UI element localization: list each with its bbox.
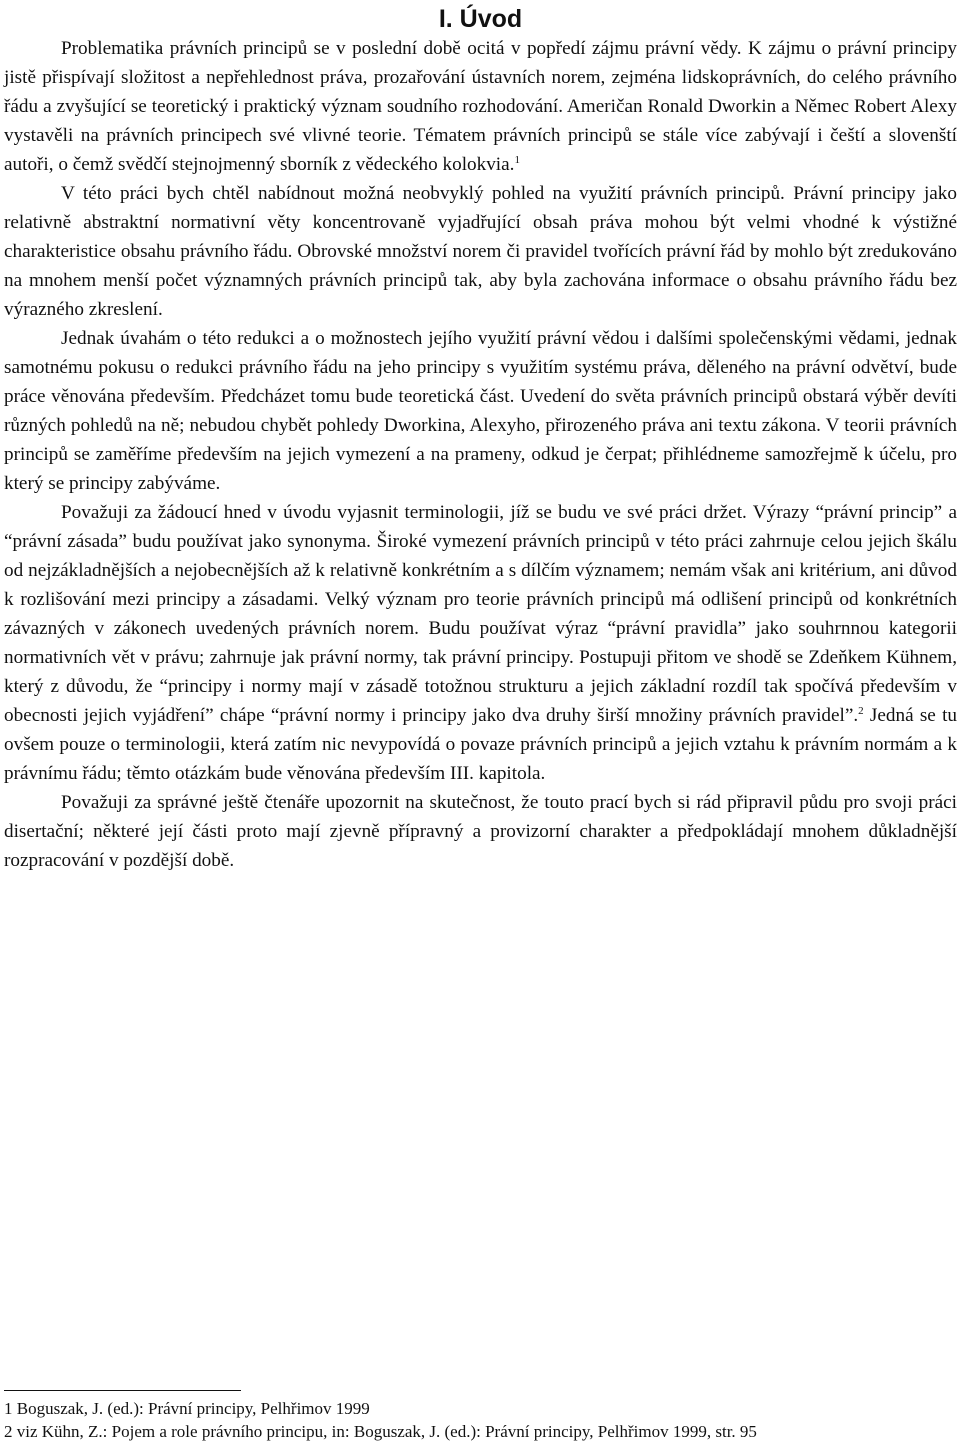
footnote-1: 1 Boguszak, J. (ed.): Právní principy, Pelhřimov 1999 bbox=[4, 1399, 370, 1418]
paragraph-2 bbox=[4, 179, 957, 324]
document-page bbox=[4, 0, 957, 875]
footnote-ref-1[interactable]: 1 bbox=[514, 154, 520, 166]
paragraph-1-text: Problematika právních principů se v poslední době ocitá v popředí zájmu právní vědy. K zájmu o právní principy jistě přispívají složitost a nepřehlednost práva, prozařování ústavních norem, zejména lidskoprávních, do celého právního řádu a zvyšující se teoretický i praktický význam soudního rozhodování. Američan Ronald Dworkin a Němec Robert Alexy vystavěli na právních principech své vlivné teorie. Tématem právních principů se stále více zabývají i čeští a slovenští autoři, o čemž svědčí stejnojmenný sborník z vědeckého kolokvia. bbox=[4, 38, 957, 175]
paragraph-5-text: Považuji za správné ještě čtenáře upozornit na skutečnost, že touto prací bych si rád připravil půdu pro svoji práci disertační; některé její části proto mají zjevně přípravný a provizorní charakter a předpokládají mnohem důkladnější rozpracování v pozdější době. bbox=[4, 792, 957, 871]
paragraph-3 bbox=[4, 324, 957, 498]
paragraph-2-text: V této práci bych chtěl nabídnout možná neobvyklý pohled na využití právních principů. Právní principy jako relativně abstraktní normativní věty koncentrovaně vyjadřující obsah práva mohou být velmi vhodné k výstižné charakteristice obsahu právního řádu. Obrovské množství norem či pravidel tvořících právní řád by mohlo být zredukováno na mnohem menší počet významných právních principů tak, aby byla zachována informace o obsahu právního řádu bez výrazného zkreslení. bbox=[4, 183, 957, 320]
paragraph-4-text: Považuji za žádoucí hned v úvodu vyjasnit terminologii, jíž se budu ve své práci držet. Výrazy “právní princip” a “právní zásada” budu používat jako synonyma. Široké vymezení právních principů v této práci zahrnuje celou jejich škálu od nejzákladnějších a nejobecnějších až k relativně konkrétním a s dílčím významem; nemám však ani kritérium, ani důvod k rozlišování mezi principy a zásadami. Velký význam pro teorie právních principů má odlišení principů od konkrétních závazných v zákonech uvedených právních norem. Budu používat výraz “právní pravidla” jako souhrnnou kategorii normativních vět v právu; zahrnuje jak právní normy, tak právní principy. Postupuji přitom ve shodě se Zdeňkem Kühnem, který z důvodu, že “principy i normy mají v zásadě totožnou strukturu a jejich základní rozdíl tak spočívá především v obecnosti jejich vyjádření” chápe “právní normy i principy jako dva druhy širší množiny právních pravidel”. bbox=[4, 502, 957, 726]
footnote-separator bbox=[4, 1390, 241, 1391]
footnote-ref-2[interactable]: 2 bbox=[858, 705, 864, 717]
footnotes-section bbox=[4, 1390, 957, 1443]
paragraph-4 bbox=[4, 498, 957, 788]
paragraph-4-text-after: Jedná se tu ovšem pouze o terminologii, která zatím nic nevypovídá o povaze právních principů a jejich vztahu k právním normám a k právnímu řádu; těmto otázkám bude věnována především III. kapitola. bbox=[4, 705, 957, 784]
paragraph-1 bbox=[4, 34, 957, 179]
paragraph-3-text: Jednak úvahám o této redukci a o možnostech jejího využití právní vědou i dalšími společenskými vědami, jednak samotnému pokusu o redukci právního řádu na jeho principy s využitím systému práva, děleného na právní odvětví, bude práce věnována především. Předcházet tomu bude teoretická část. Uvedení do světa právních principů obstará výběr devíti různých pohledů na ně; nebudou chybět pohledy Dworkina, Alexyho, přirozeného práva ani textu zákona. V teorii právních principů se zaměříme především na jejich vymezení a na prameny, odkud je čerpat; přihlédneme samozřejmě k účelu, pro který se principy zabýváme. bbox=[4, 328, 957, 494]
footnote-2: 2 viz Kühn, Z.: Pojem a role právního principu, in: Boguszak, J. (ed.): Právní principy, Pelhřimov 1999, str. 95 bbox=[4, 1422, 757, 1441]
paragraph-5 bbox=[4, 788, 957, 875]
chapter-heading: I. Úvod bbox=[438, 5, 523, 33]
body-text bbox=[4, 34, 957, 875]
